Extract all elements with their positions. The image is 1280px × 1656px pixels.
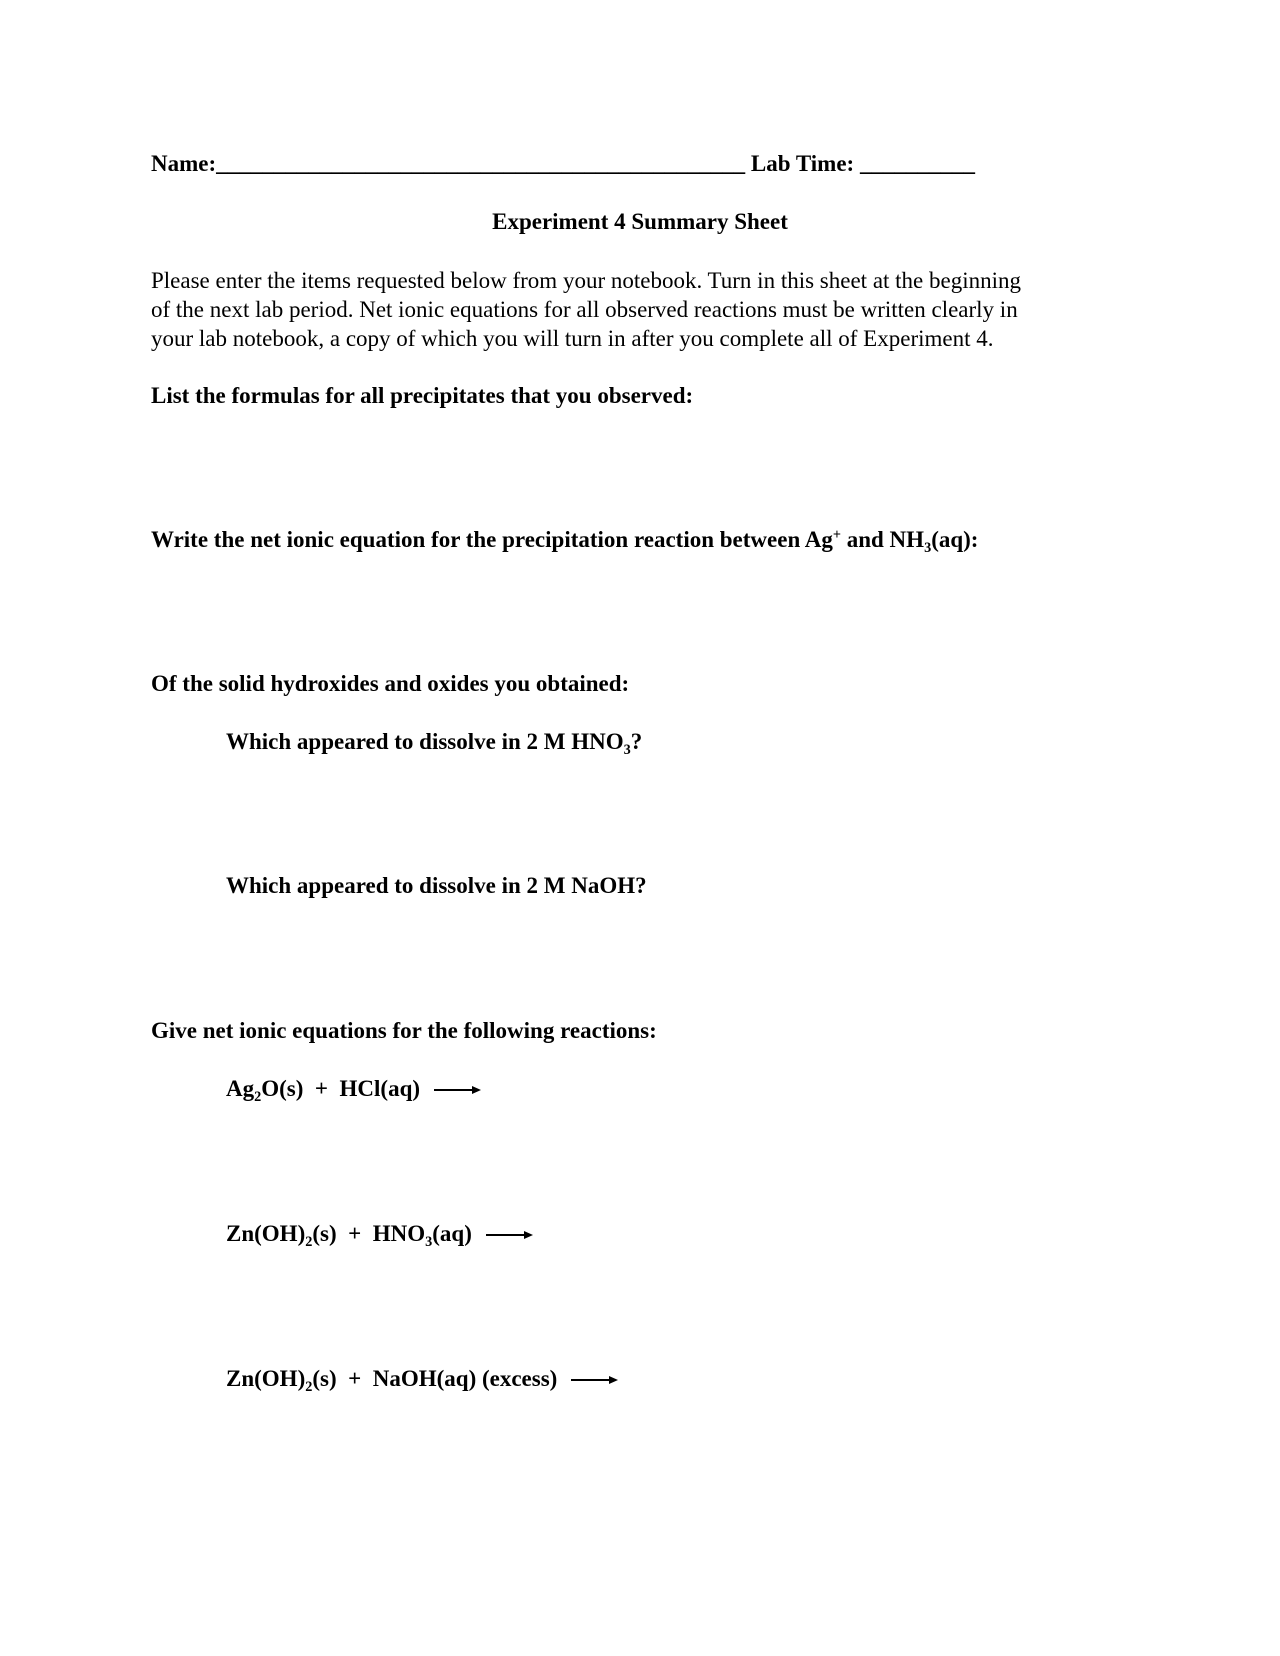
instructions-line: your lab notebook, a copy of which you will turn in after you complete all of Experiment 4. xyxy=(151,326,994,351)
question-dissolve-hno3 xyxy=(226,728,642,756)
question-ag-nh3-text: Write the net ionic equation for the precipitation reaction between Ag xyxy=(151,527,833,552)
subscript: 3 xyxy=(924,539,932,556)
lab-time-label: Lab Time: xyxy=(750,151,855,176)
superscript: + xyxy=(832,527,841,544)
reaction-text: Ag xyxy=(226,1076,255,1101)
subscript: 3 xyxy=(425,1233,433,1250)
reaction-text: (s) + HNO xyxy=(312,1221,426,1246)
subscript: 2 xyxy=(305,1233,313,1250)
question-equations-heading: Give net ionic equations for the following reactions: xyxy=(151,1018,657,1043)
question-ag-nh3-text: and NH xyxy=(840,527,925,552)
reaction-ag2o-hcl xyxy=(226,1075,482,1103)
reaction-text: (aq) xyxy=(432,1221,472,1246)
subscript: 2 xyxy=(305,1378,313,1395)
question-precipitates: List the formulas for all precipitates that you observed: xyxy=(151,383,694,408)
reaction-text: Zn(OH) xyxy=(226,1221,306,1246)
subscript: 2 xyxy=(254,1088,262,1105)
question-ag-nh3-text: (aq): xyxy=(931,527,979,552)
reaction-arrow-icon xyxy=(484,1220,534,1248)
subscript: 3 xyxy=(623,741,631,758)
page-title: Experiment 4 Summary Sheet xyxy=(492,209,788,234)
reaction-zn-oh2-hno3 xyxy=(226,1220,534,1248)
question-dissolve-naoh: Which appeared to dissolve in 2 M NaOH? xyxy=(226,873,647,898)
name-row xyxy=(151,150,975,178)
question-dissolve-hno3-text: ? xyxy=(630,729,643,754)
reaction-arrow-icon xyxy=(432,1075,482,1103)
question-hydroxides-heading: Of the solid hydroxides and oxides you obtained: xyxy=(151,671,630,696)
question-dissolve-hno3-text: Which appeared to dissolve in 2 M HNO xyxy=(226,729,624,754)
name-blank[interactable]: ______________________________________________ xyxy=(216,151,746,176)
lab-time-blank[interactable]: __________ xyxy=(859,151,975,176)
reaction-text: (s) + NaOH(aq) (excess) xyxy=(312,1366,558,1391)
reaction-arrow-icon xyxy=(569,1365,619,1393)
reaction-text: Zn(OH) xyxy=(226,1366,306,1391)
reaction-text: O(s) + HCl(aq) xyxy=(261,1076,421,1101)
name-label: Name: xyxy=(151,151,217,176)
instructions-line: Please enter the items requested below from your notebook. Turn in this sheet at the beginning xyxy=(151,268,1022,293)
reaction-zn-oh2-naoh xyxy=(226,1365,619,1393)
instructions xyxy=(151,266,1151,353)
question-ag-nh3 xyxy=(151,526,978,554)
instructions-line: of the next lab period. Net ionic equations for all observed reactions must be written clearly in xyxy=(151,297,1018,322)
